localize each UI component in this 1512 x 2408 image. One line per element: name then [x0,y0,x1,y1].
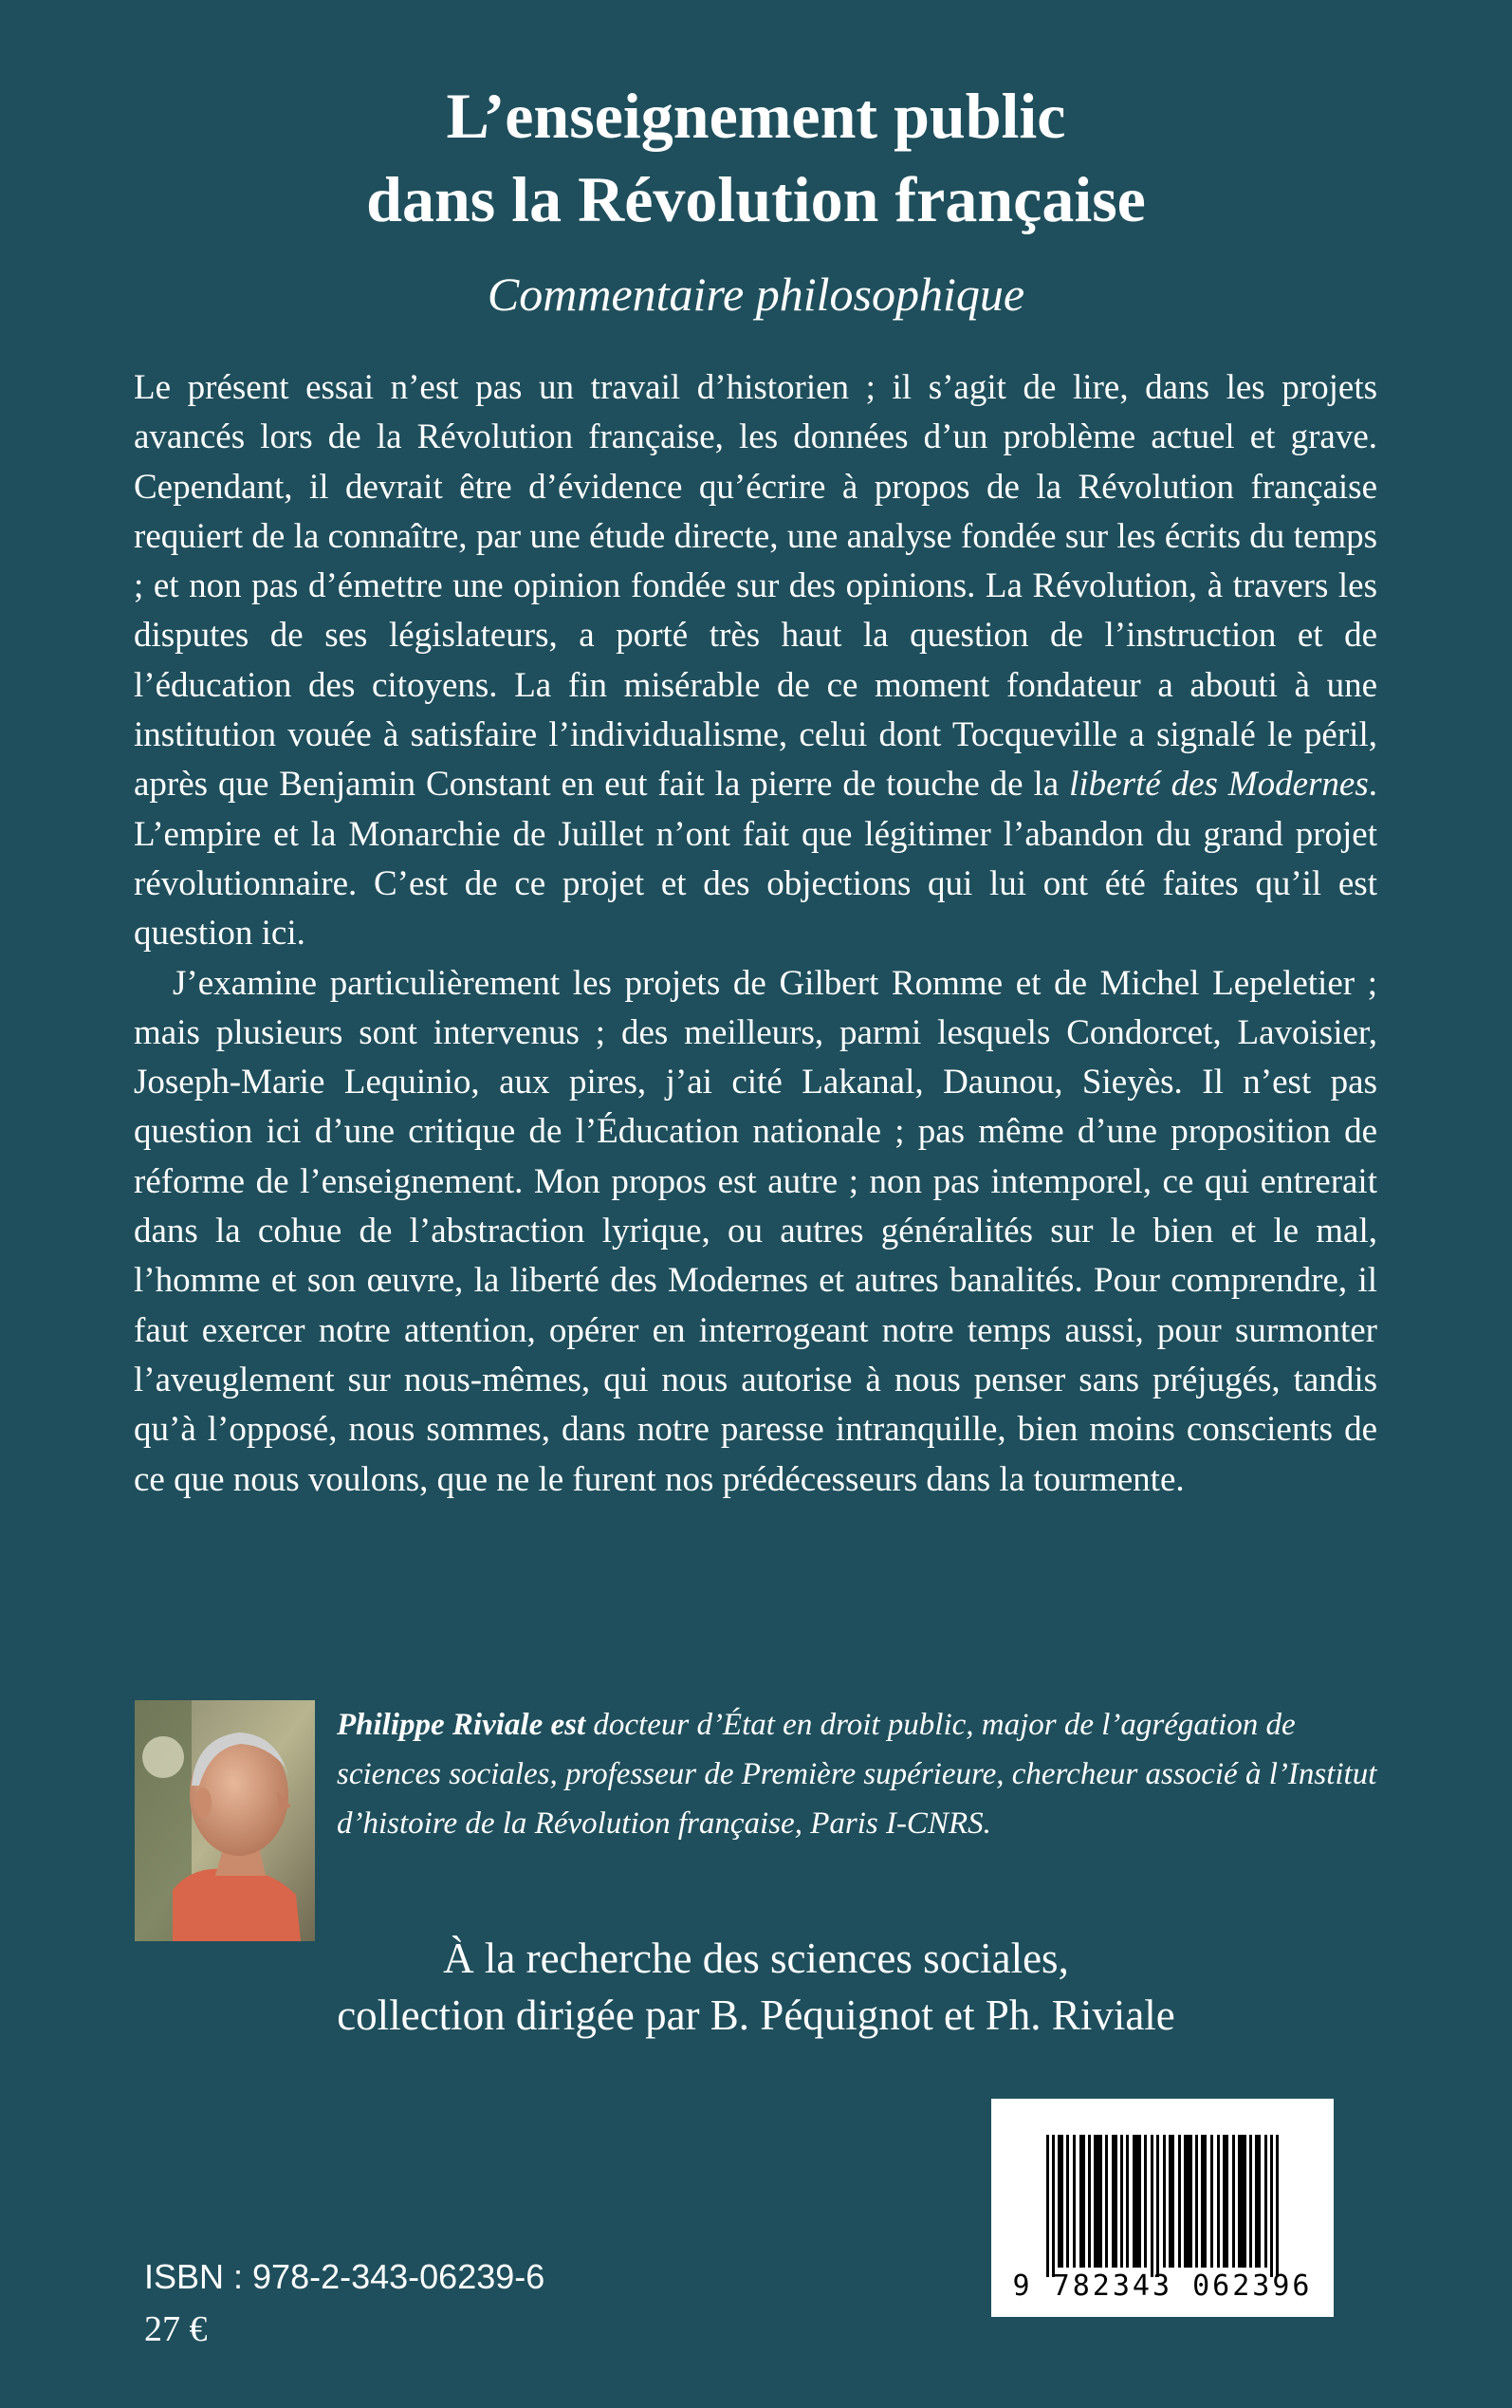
author-portrait-image [135,1700,315,1941]
blurb-p1-part-b: . L’empire et la Monarchie de Juillet n’ont fait que légitimer l’abandon du grand projet révolutionnaire. C’est de ce projet et des objections qui lui ont été faites qu’il est question ici. [134,765,1377,954]
author-name: Philippe Riviale est [337,1708,586,1742]
blurb-text [134,363,1377,1505]
blurb-paragraph-1 [134,363,1377,959]
blurb-p1-emphasis: liberté des Modernes [1069,765,1369,805]
collection-line-1: À la recherche des sciences sociales, [443,1935,1069,1982]
barcode [991,2099,1334,2317]
title-line-1: L’enseignement public [446,80,1066,152]
book-title [0,74,1512,241]
collection-info [0,1930,1512,2044]
collection-line-2: collection dirigée par B. Péquignot et Ph. Riviale [337,1991,1175,2039]
book-subtitle: Commentaire philosophique [487,268,1025,321]
title-line-2: dans la Révolution française [366,163,1146,235]
price: 27 € [144,2309,208,2349]
blurb-p1-part-a: Le présent essai n’est pas un travail d’historien ; il s’agit de lire, dans les projets avancés lors de la Révolution française, les données d’un problème actuel et grave. Cependant, il devrait être d’évidence qu’écrire à propos de la Révolution française requiert de la connaître, par une étude directe, une analyse fondée sur les écrits du temps ; et non pas d’émettre une opinion fondée sur des opinions. La Révolution, à travers les disputes de ses législateurs, a porté très haut la question de l’instruction et de l’éducation des citoyens. La fin misérable de ce moment fondateur a abouti à une institution vouée à satisfaire l’individualisme, celui dont Tocqueville a signalé le péril, après que Benjamin Constant en eut fait la pierre de touche de la [134,368,1377,805]
author-bio-text: docteur d’État en droit public, major de l’agrégation de sciences sociales, professeur de Première supérieure, chercheur associé à l’Institut d’histoire de la Révolution française, Paris I-CNRS. [337,1708,1377,1841]
isbn: ISBN : 978-2-343-06239-6 [144,2257,545,2296]
barcode-digits: 9 782343 062396 [1012,2269,1313,2303]
author-photo [135,1700,315,1941]
barcode-bars [991,2099,1334,2279]
blurb-paragraph-2: J’examine particulièrement les projets de Gilbert Romme et de Michel Lepeletier ; mais plusieurs sont intervenus ; des meilleurs, parmi lesquels Condorcet, Lavoisier, Joseph-Marie Lequinio, aux pires, j’ai cité Lakanal, Daunou, Sieyès. Il n’est pas question ici d’une critique de l’Éducation nationale ; pas même d’une proposition de réforme de l’enseignement. Mon propos est autre ; non pas intemporel, ce qui entrerait dans la cohue de l’abstraction lyrique, ou autres généralités sur le bien et le mal, l’homme et son œuvre, la liberté des Modernes et autres banalités. Pour comprendre, il faut exercer notre attention, opérer en interrogeant notre temps aussi, pour surmonter l’aveuglement sur nous-mêmes, qui nous autorise à nous penser sans préjugés, tandis qu’à l’opposé, nous sommes, dans notre paresse intranquille, bien moins conscients de ce que nous voulons, que ne le furent nos prédécesseurs dans la tourmente. [134,963,1377,1499]
author-bio [337,1700,1380,1848]
